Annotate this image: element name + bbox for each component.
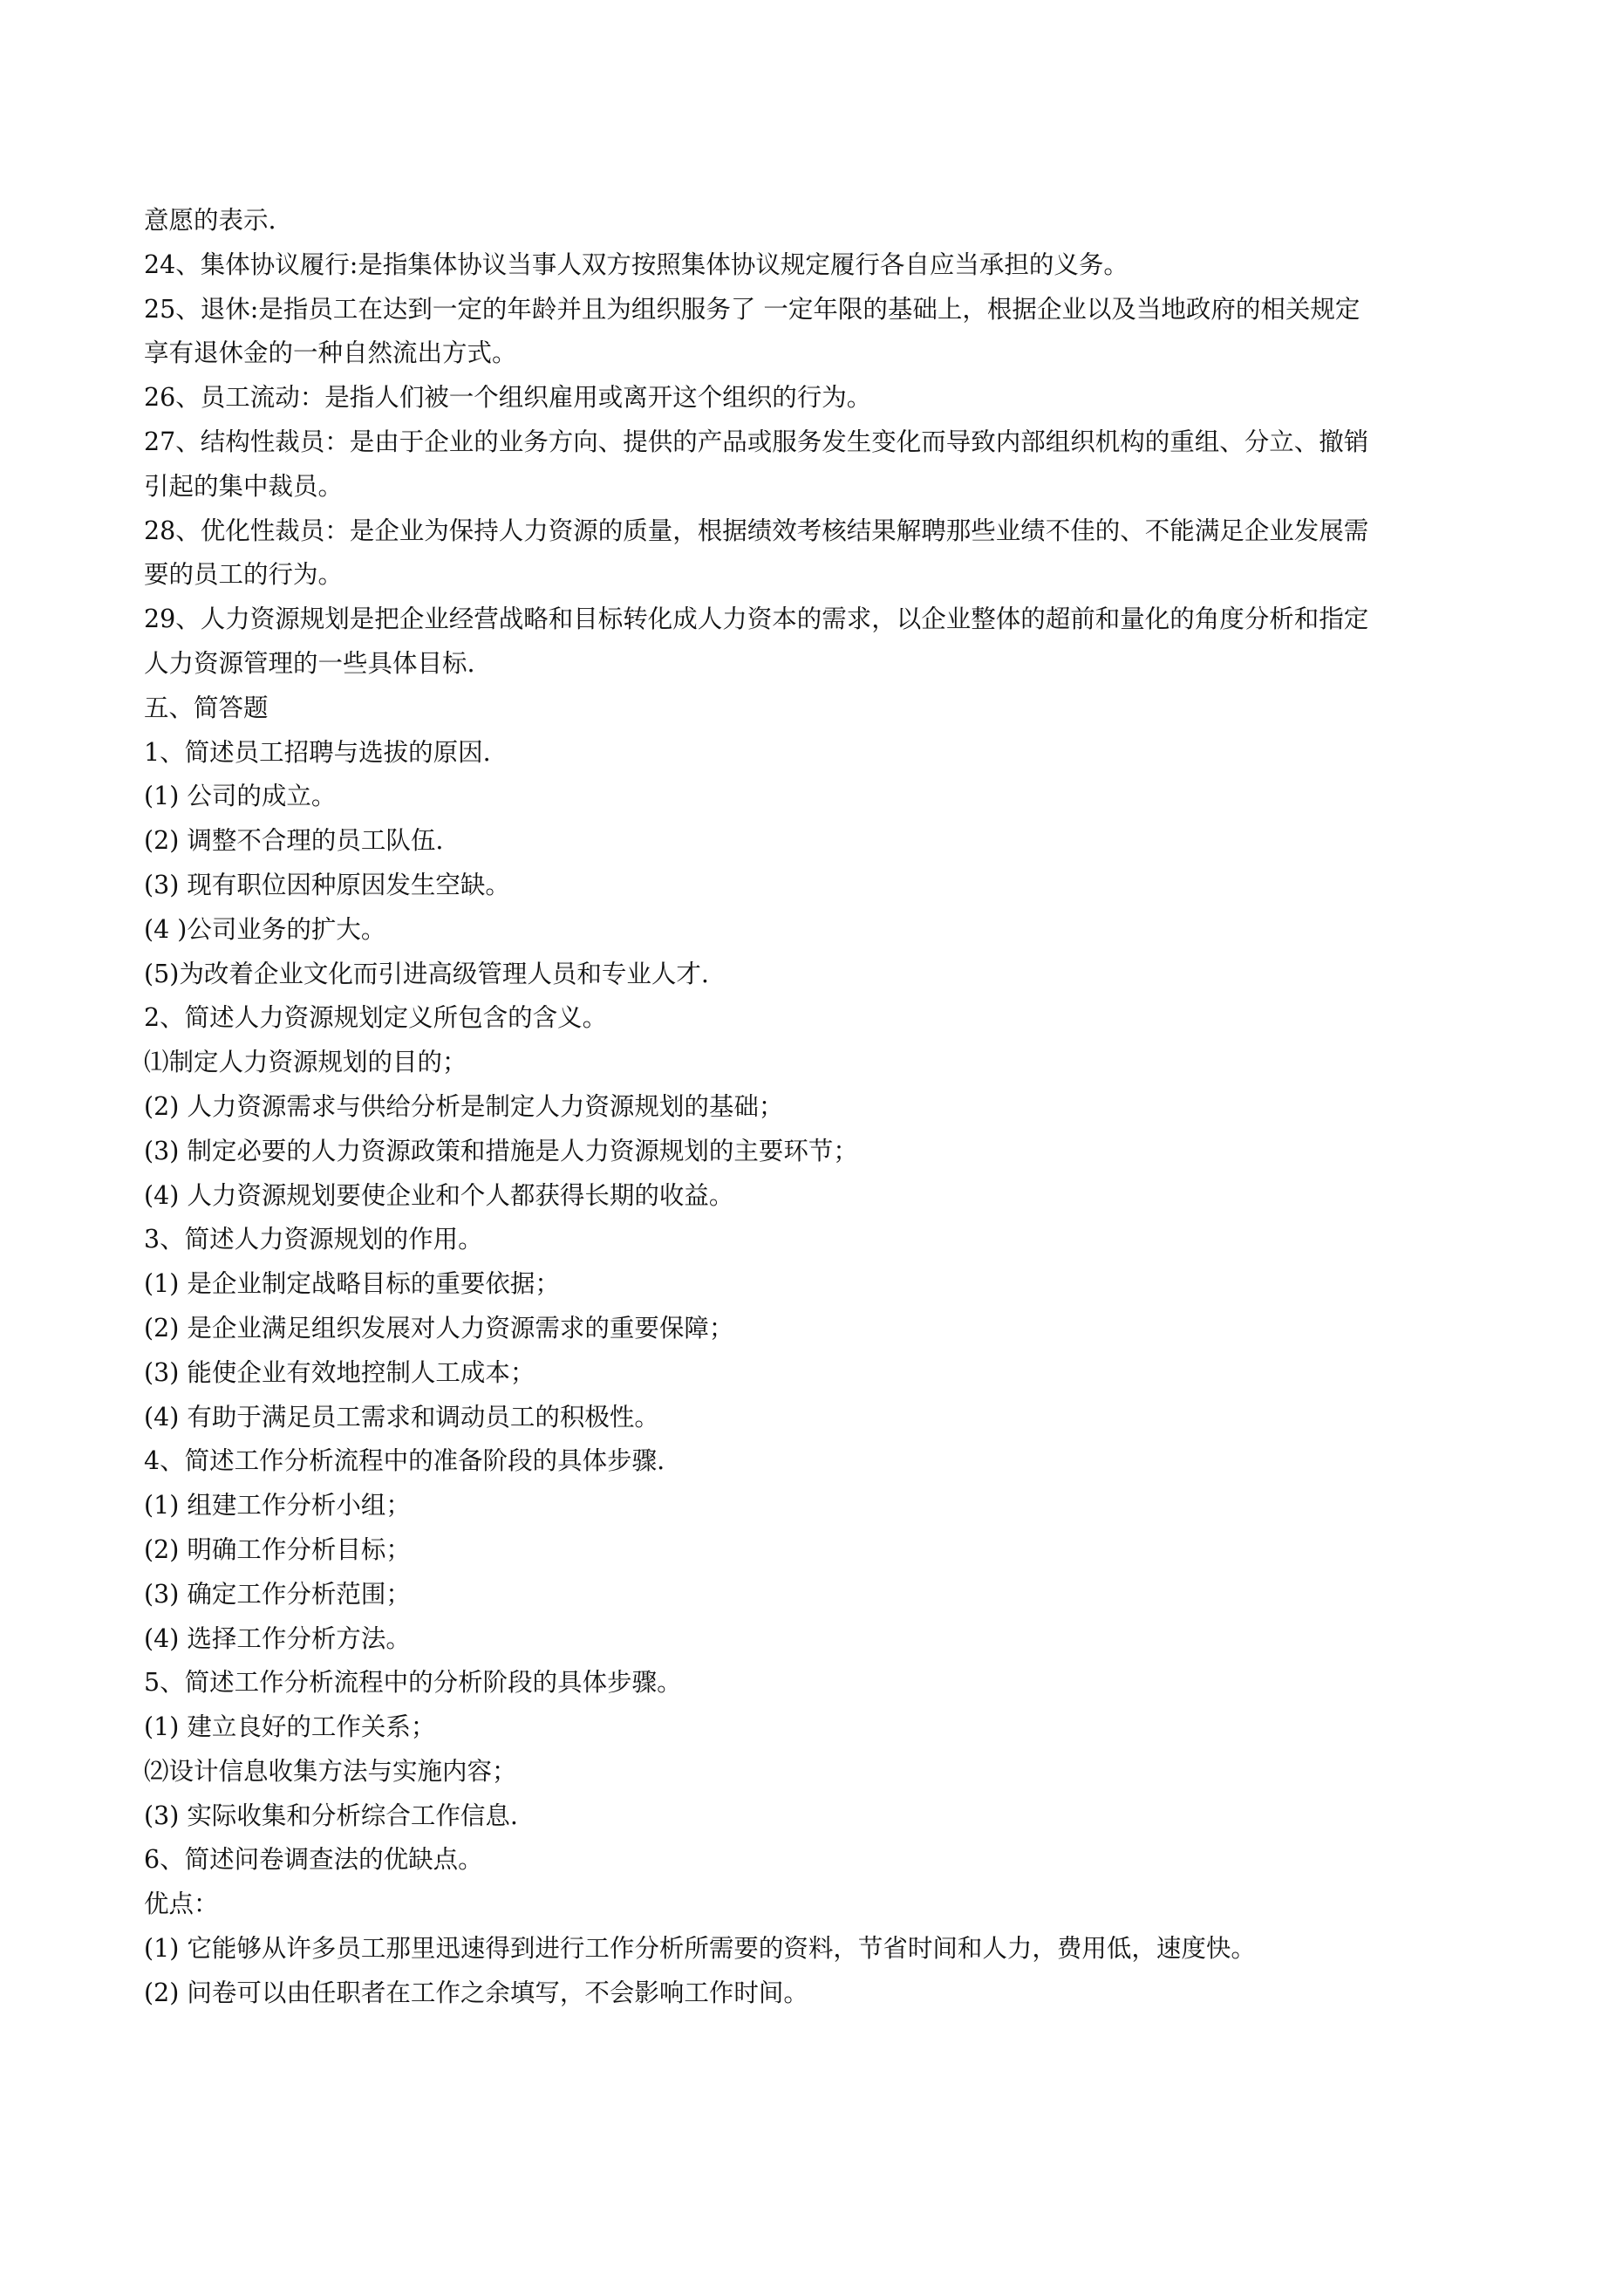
- text-line: 28、优化性裁员：是企业为保持人力资源的质量，根据绩效考核结果解聘那些业绩不佳的、不能满足企业发展需: [144, 516, 1369, 545]
- text-line: 26、员工流动：是指人们被一个组织雇用或离开这个组织的行为。: [144, 383, 872, 413]
- list-item: (3) 制定必要的人力资源政策和措施是人力资源规划的主要环节；: [144, 1136, 858, 1165]
- section-heading: 五、简答题: [144, 693, 269, 722]
- text-line: 27、结构性裁员：是由于企业的业务方向、提供的产品或服务发生变化而导致内部组织机构的重组、分立、撤销: [144, 427, 1369, 456]
- question-heading: 3、简述人力资源规划的作用。: [144, 1225, 483, 1254]
- text-line: 要的员工的行为。: [144, 560, 344, 590]
- list-item: (5)为改着企业文化而引进高级管理人员和专业人才.: [144, 959, 709, 988]
- text-line: 24、集体协议履行:是指集体协议当事人双方按照集体协议规定履行各自应当承担的义务。: [144, 249, 1129, 279]
- text-line: 享有退休金的一种自然流出方式。: [144, 338, 517, 368]
- list-item: (4) 人力资源规划要使企业和个人都获得长期的收益。: [144, 1180, 734, 1210]
- list-item: (1) 建立良好的工作关系；: [144, 1712, 436, 1742]
- list-item: (1) 它能够从许多员工那里迅速得到进行工作分析所需要的资料，节省时间和人力，费用低，速度快。: [144, 1934, 1256, 1964]
- text-line: 意愿的表示.: [144, 206, 276, 235]
- list-item: (1) 组建工作分析小组；: [144, 1491, 411, 1520]
- list-item: (4) 选择工作分析方法。: [144, 1623, 411, 1653]
- list-item: (3) 确定工作分析范围；: [144, 1579, 411, 1609]
- text-line: 25、退休:是指员工在达到一定的年龄并且为组织服务了 一定年限的基础上，根据企业以及当地政府的相关规定: [144, 294, 1360, 324]
- list-item: (3) 现有职位因种原因发生空缺。: [144, 870, 510, 899]
- question-heading: 1、简述员工招聘与选拔的原因.: [144, 737, 491, 767]
- text-line: 人力资源管理的一些具体目标.: [144, 648, 475, 678]
- list-item: (4 )公司业务的扩大。: [144, 914, 386, 944]
- list-item: (1) 是企业制定战略目标的重要依据；: [144, 1269, 560, 1299]
- question-heading: 6、简述问卷调查法的优缺点。: [144, 1845, 483, 1875]
- subheading: 优点：: [144, 1889, 219, 1919]
- text-line: 29、人力资源规划是把企业经营战略和目标转化成人力资本的需求，以企业整体的超前和量化的角度分析和指定: [144, 605, 1369, 634]
- question-heading: 5、简述工作分析流程中的分析阶段的具体步骤。: [144, 1668, 682, 1698]
- text-line: 引起的集中裁员。: [144, 471, 344, 501]
- list-item: (2) 人力资源需求与供给分析是制定人力资源规划的基础；: [144, 1091, 784, 1121]
- document-body: [144, 199, 1509, 2016]
- list-item: (3) 能使企业有效地控制人工成本；: [144, 1357, 535, 1387]
- list-item: (4) 有助于满足员工需求和调动员工的积极性。: [144, 1402, 659, 1432]
- list-item: ⑴制定人力资源规划的目的；: [144, 1048, 467, 1077]
- question-heading: 2、简述人力资源规划定义所包含的含义。: [144, 1003, 608, 1033]
- list-item: ⑵设计信息收集方法与实施内容；: [144, 1756, 517, 1786]
- list-item: (2) 调整不合理的员工队伍.: [144, 826, 444, 856]
- question-heading: 4、简述工作分析流程中的准备阶段的具体步骤.: [144, 1446, 665, 1476]
- list-item: (2) 问卷可以由任职者在工作之余填写，不会影响工作时间。: [144, 1978, 808, 2007]
- list-item: (3) 实际收集和分析综合工作信息.: [144, 1801, 518, 1830]
- list-item: (2) 明确工作分析目标；: [144, 1534, 411, 1564]
- list-item: (2) 是企业满足组织发展对人力资源需求的重要保障；: [144, 1313, 734, 1343]
- list-item: (1) 公司的成立。: [144, 782, 337, 811]
